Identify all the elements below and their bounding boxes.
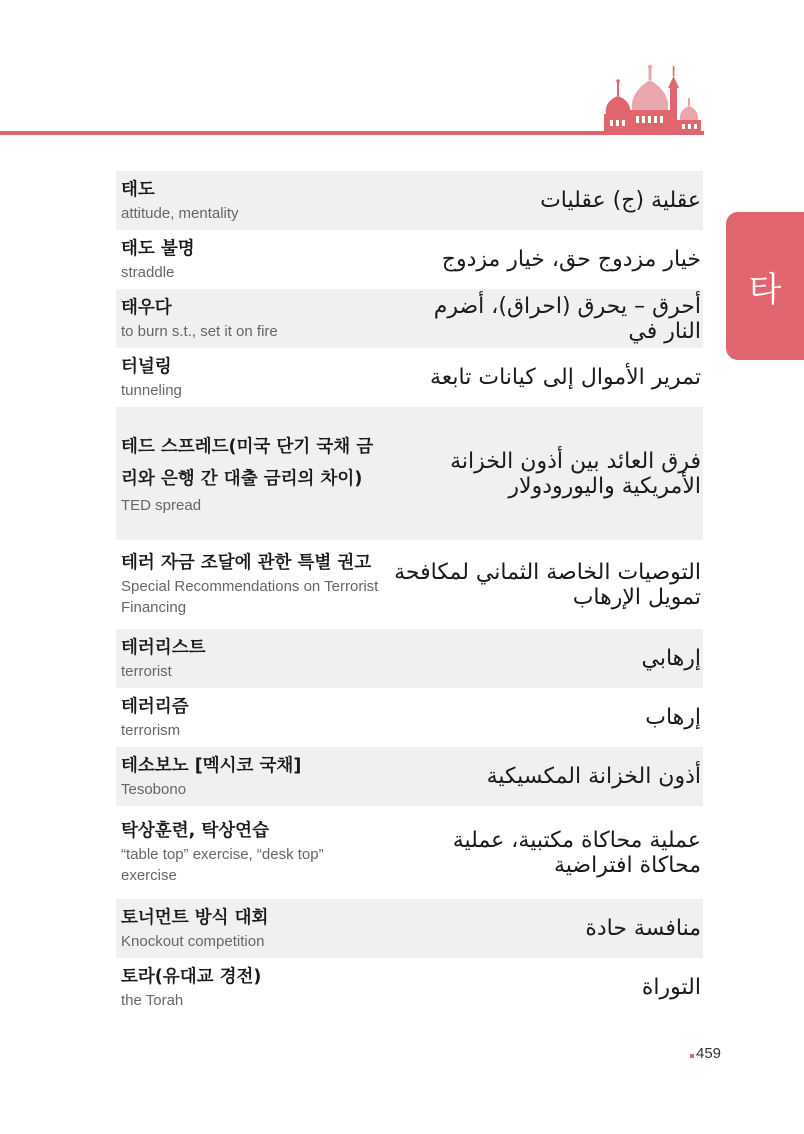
korean-term: 테러리즘 xyxy=(121,696,189,717)
arabic-translation: منافسة حادة xyxy=(585,916,701,941)
center-finial xyxy=(648,65,652,69)
english-translation: attitude, mentality xyxy=(121,204,239,222)
english-translation: Tesobono xyxy=(121,780,187,798)
korean-term: 테러 자금 조달에 관한 특별 권고 xyxy=(121,553,372,573)
chapter-index-tab xyxy=(726,212,804,360)
english-translation: tunneling xyxy=(121,381,182,399)
english-translation: terrorism xyxy=(121,721,181,739)
english-translation: TED spread xyxy=(121,497,202,514)
glossary-entry-list xyxy=(116,171,703,1017)
minaret-spire xyxy=(673,66,675,76)
arabic-translation: تمرير الأموال إلى كيانات تابعة xyxy=(430,365,701,390)
english-translation: “table top” exercise, “desk top” exercise xyxy=(121,846,324,884)
glossary-entry xyxy=(116,747,703,806)
center-dome-shape xyxy=(632,80,669,110)
glossary-entry xyxy=(116,899,703,958)
arabic-translation: التوصيات الخاصة الثماني لمكافحة تمويل الإرهاب xyxy=(394,559,701,610)
english-translation: the Torah xyxy=(121,991,184,1009)
korean-term: 테러리스트 xyxy=(121,637,206,658)
arabic-translation: عملية محاكاة مكتبية، عملية محاكاة افتراضية xyxy=(452,827,701,878)
page-number xyxy=(690,1045,721,1062)
arabic-translation: أحرق – يحرق (احراق)، أضرم النار في xyxy=(433,293,701,344)
arabic-translation: عقلية (ج) عقليات xyxy=(540,188,701,213)
chapter-index-letter: 타 xyxy=(748,269,782,310)
korean-term: 탁상훈련, 탁상연습 xyxy=(121,821,269,841)
glossary-entry xyxy=(116,348,703,407)
mosque-illustration-icon xyxy=(600,58,704,134)
left-spire xyxy=(617,82,619,96)
korean-term: 태우다 xyxy=(121,297,172,318)
english-translation: terrorist xyxy=(121,662,172,680)
english-translation: straddle xyxy=(121,263,175,281)
glossary-entry xyxy=(116,289,703,348)
center-spire xyxy=(649,68,652,80)
glossary-entry xyxy=(116,629,703,688)
page-number-marker xyxy=(690,1054,694,1058)
arabic-translation: إرهاب xyxy=(645,705,701,730)
glossary-entry xyxy=(116,171,703,230)
minaret-cap xyxy=(668,76,679,88)
glossary-entry xyxy=(116,540,703,629)
glossary-entry xyxy=(116,806,703,899)
korean-term: 태도 xyxy=(121,179,155,200)
korean-term: 태도 불명 xyxy=(121,238,195,259)
page-number-text: 459 xyxy=(696,1045,722,1062)
english-translation: Knockout competition xyxy=(121,932,265,950)
glossary-entry xyxy=(116,407,703,540)
left-finial xyxy=(616,79,620,83)
header-rule xyxy=(0,131,704,135)
arabic-translation: خيار مزدوج حق، خيار مزدوج xyxy=(441,247,701,272)
korean-term: 토너먼트 방식 대회 xyxy=(121,907,269,928)
korean-term: 테소보노 [멕시코 국채] xyxy=(121,755,302,776)
right-dome-shape xyxy=(680,106,698,120)
glossary-entry xyxy=(116,958,703,1017)
glossary-entry xyxy=(116,688,703,747)
korean-term: 테드 스프레드(미국 단기 국채 금리와 은행 간 대출 금리의 차이) xyxy=(121,437,374,489)
arabic-translation: أذون الخزانة المكسيكية xyxy=(486,764,701,789)
arabic-translation: فرق العائد بين أذون الخزانة الأمريكية واليورودولار xyxy=(450,448,701,499)
korean-term: 토라(유대교 경전) xyxy=(121,966,262,987)
left-dome-shape xyxy=(606,96,631,114)
korean-term: 터널링 xyxy=(121,356,172,377)
arabic-translation: التوراة xyxy=(641,975,701,1000)
glossary-entry xyxy=(116,230,703,289)
minaret-tower xyxy=(670,88,677,134)
english-translation: to burn s.t., set it on fire xyxy=(121,322,278,340)
arabic-translation: إرهابي xyxy=(641,646,701,671)
right-spire xyxy=(688,98,690,106)
english-translation: Special Recommendations on Terrorist Financing xyxy=(121,578,379,616)
